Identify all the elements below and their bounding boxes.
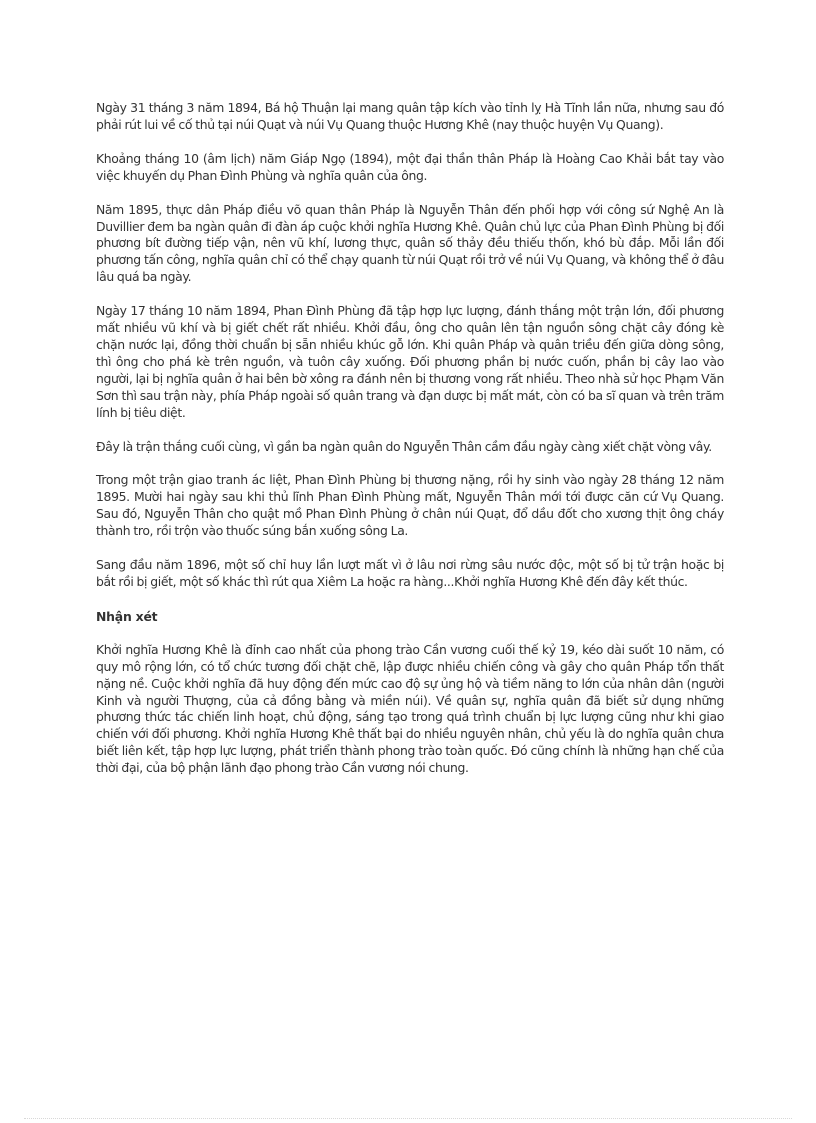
paragraph-victory-1894: Ngày 17 tháng 10 năm 1894, Phan Đình Phùng đã tập hợp lực lượng, đánh thắng một trận lớn, đối phương mất nhiều vũ khí và bị giết chết rất nhiều. Khởi đầu, ông cho quân lên tận nguồn sông chặt cây đóng kè chặn nước lại, đồng thời chuẩn bị sẵn nhiều khúc gỗ lớn. Khi quân Pháp và quân triều đến giữa dòng sông, thì ông cho phá kè trên nguồn, và tuôn cây xuống. Đối phương phần bị nước cuốn, phần bị cây lao vào người, lại bị nghĩa quân ở hai bên bờ xông ra đánh nên bị thương vong rất nhiều. Theo nhà sử học Phạm Văn Sơn thì sau trận này, phía Pháp ngoài số quân trang và đạn dược bị mất mát, còn có ba sĩ quan và trên trăm lính bị tiêu diệt. [96,303,724,420]
paragraph-end-of-uprising: Sang đầu năm 1896, một số chỉ huy lần lượt mất vì ở lâu nơi rừng sâu nước độc, một số bị tử trận hoặc bị bắt rồi bị giết, một số khác thì rút qua Xiêm La hoặc ra hàng...Khởi nghĩa Hương Khê đến đây kết thúc. [96,557,724,589]
paragraph-attack-ha-tinh: Ngày 31 tháng 3 năm 1894, Bá hộ Thuận lại mang quân tập kích vào tỉnh lỵ Hà Tĩnh lần nữa, nhưng sau đó phải rút lui về cố thủ tại núi Quạt và núi Vụ Quang thuộc Hương Khê (nay thuộc huyện Vụ Quang). [96,100,724,132]
paragraph-assessment: Khởi nghĩa Hương Khê là đỉnh cao nhất của phong trào Cần vương cuối thế kỷ 19, kéo dài suốt 10 năm, có quy mô rộng lớn, có tổ chức tương đối chặt chẽ, lập được nhiều chiến công và gây cho quân Pháp tổn thất nặng nề. Cuộc khởi nghĩa đã huy động đến mức cao độ sự ủng hộ và tiềm năng to lớn của nhân dân (người Kinh và người Thượng, của cả đồng bằng và miền núi). Về quân sự, nghĩa quân đã biết sử dụng những phương thức tác chiến linh hoạt, chủ động, sáng tạo trong quá trình chuẩn bị lực lượng cũng như khi giao chiến với đối phương. Khởi nghĩa Hương Khê thất bại do nhiều nguyên nhân, chủ yếu là do nghĩa quân chưa biết liên kết, tập hợp lực lượng, phát triển thành phong trào toàn quốc. Đó cũng chính là những hạn chế của thời đại, của bộ phận lãnh đạo phong trào Cần vương nói chung. [96,641,724,776]
paragraph-last-victory: Đây là trận thắng cuối cùng, vì gần ba ngàn quân do Nguyễn Thân cầm đầu ngày càng xiết chặt vòng vây. [96,438,712,454]
page-bottom-divider [24,1118,792,1119]
paragraph-phan-dinh-phung-death: Trong một trận giao tranh ác liệt, Phan Đình Phùng bị thương nặng, rồi hy sinh vào ngày 28 tháng 12 năm 1895. Mười hai ngày sau khi thủ lĩnh Phan Đình Phùng mất, Nguyễn Thân mới tới được căn cứ Vụ Quang. Sau đó, Nguyễn Thân cho quật mồ Phan Đình Phùng ở chân núi Quạt, đổ dầu đốt cho xương thịt ông cháy thành tro, rồi trộn vào thuốc súng bắn xuống sông La. [96,472,724,539]
document-body [96,100,724,794]
paragraph-nguyen-than-1895: Năm 1895, thực dân Pháp điều võ quan thân Pháp là Nguyễn Thân đến phối hợp với công sứ Nghệ An là Duvillier đem ba ngàn quân đi đàn áp cuộc khởi nghĩa Hương Khê. Quân chủ lực của Phan Đình Phùng bị đối phương bít đường tiếp vận, nên vũ khí, lương thực, quân số thảy đều thiếu thốn, khó bù đắp. Mỗi lần đối phương tấn công, nghĩa quân chỉ có thể chạy quanh từ núi Quạt rồi trở về núi Vụ Quang, và không thể ở đâu lâu quá ba ngày. [96,201,724,285]
section-heading: Nhận xét [96,608,158,624]
paragraph-hoang-cao-khai: Khoảng tháng 10 (âm lịch) năm Giáp Ngọ (1894), một đại thần thân Pháp là Hoàng Cao Khải bắt tay vào việc khuyến dụ Phan Đình Phùng và nghĩa quân của ông. [96,150,724,183]
